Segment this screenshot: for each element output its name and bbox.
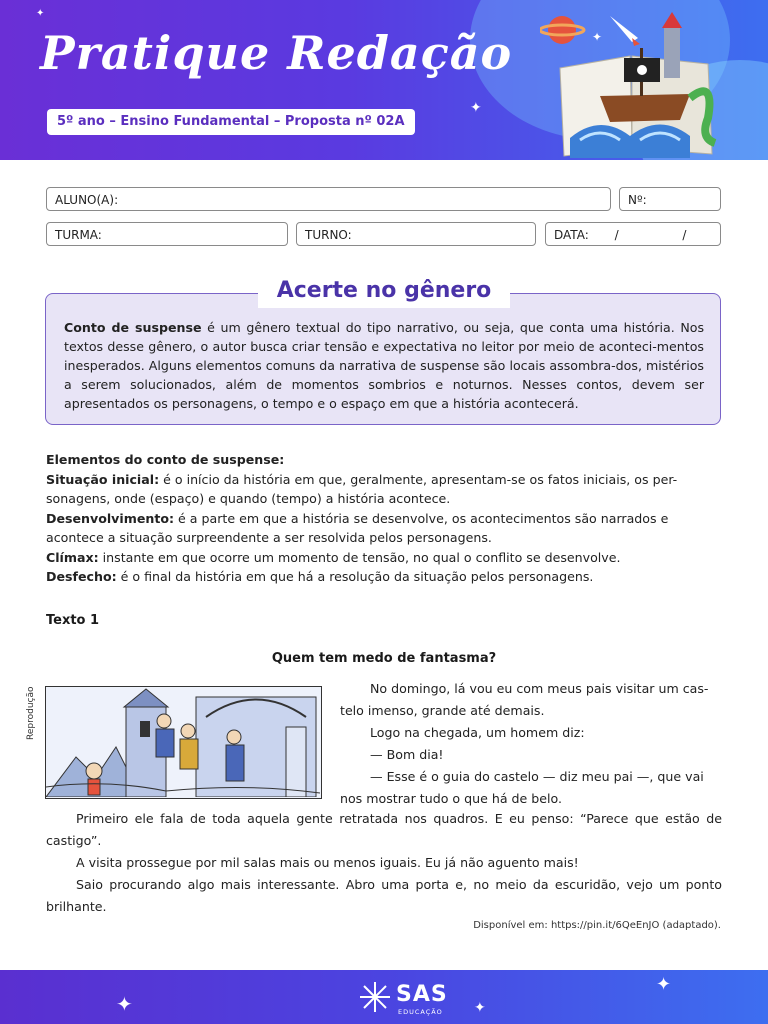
class-field[interactable]	[46, 222, 288, 246]
element-term: Clímax:	[46, 549, 99, 565]
genre-term: Conto de suspense	[64, 320, 202, 335]
element-item	[46, 548, 722, 568]
genre-description	[64, 318, 704, 413]
story-text-right	[340, 678, 721, 810]
brand-logo-text: SAS	[396, 982, 448, 1007]
story-paragraph: Primeiro ele fala de toda aquela gente retratada nos quadros. E eu penso: “Parece que estão de castigo”.	[46, 811, 722, 848]
story-paragraph: A visita prossegue por mil salas mais ou menos iguais. Eu já não aguento mais!	[76, 855, 579, 870]
student-number-field[interactable]	[619, 187, 721, 211]
genre-title: Acerte no gênero	[276, 278, 492, 303]
genre-title-wrap	[258, 274, 510, 308]
story-line: Logo na chegada, um homem diz:	[370, 725, 585, 740]
star-icon: ✦	[470, 100, 482, 116]
element-term: Situação inicial:	[46, 471, 160, 487]
source-citation: Disponível em: https://pin.it/6QeEnJO (adaptado).	[473, 920, 721, 931]
grade-subtitle: 5º ano – Ensino Fundamental – Proposta nº 02A	[47, 109, 415, 135]
element-text: é o final da história em que há a resolução da situação pelos personagens.	[116, 569, 594, 584]
page-title: Pratique Redação	[40, 26, 513, 80]
shift-field[interactable]	[296, 222, 536, 246]
book-illustration-icon	[540, 8, 740, 158]
star-icon: ✦	[36, 8, 45, 19]
story-line: No domingo, lá vou eu com meus pais visitar um cas-	[370, 681, 709, 696]
student-name-field[interactable]	[46, 187, 611, 211]
element-item	[46, 470, 722, 509]
castle-scene-icon	[46, 687, 320, 797]
story-elements	[46, 450, 722, 587]
text-label: Texto 1	[46, 613, 100, 628]
date-label: DATA:	[554, 228, 589, 242]
elements-heading: Elementos do conto de suspense:	[46, 452, 285, 467]
story-line: — Bom dia!	[370, 747, 444, 762]
brand-subtext: EDUCAÇÃO	[398, 1008, 443, 1016]
element-item	[46, 509, 722, 548]
star-icon: ✦	[474, 1000, 486, 1016]
class-label: TURMA:	[55, 228, 102, 242]
story-title: Quem tem medo de fantasma?	[271, 651, 497, 666]
genre-text: é um gênero textual do tipo narrativo, ou seja, que conta uma história. Nos textos desse gênero, o autor busca criar tensão e expectativa no leitor por meio de aconteci-mentos inesperados. Alguns elementos comuns da narrativa de suspense são locais assombra-dos, mistérios a serem solucionados, além de momentos sombrios e noturnos. Nesses contos, devem ser apresentados os personagens, o tempo e o espaço em que a história acontecerá.	[64, 320, 705, 411]
element-term: Desenvolvimento:	[46, 510, 175, 526]
story-line: telo imenso, grande até demais.	[340, 703, 545, 718]
story-line: nos mostrar tudo o que há de belo.	[340, 791, 563, 806]
element-text: é a parte em que a história se desenvolve, os acontecimentos são narrados e acontece a situação surpreendente a ser resolvida pelos personagens.	[46, 510, 669, 545]
story-paragraph: Saio procurando algo mais interessante. Abro uma porta e, no meio da escuridão, vejo um ponto brilhante.	[46, 877, 722, 914]
element-item	[46, 567, 722, 587]
story-text-full	[46, 808, 722, 918]
element-text: é o início da história em que, geralmente, apresentam-se os fatos iniciais, os per-sonagens, onde (espaço) e quando (tempo) a história acontece.	[46, 471, 678, 506]
student-name-label: ALUNO(A):	[55, 193, 119, 207]
shift-label: TURNO:	[305, 228, 352, 242]
sas-logo-icon	[358, 980, 392, 1014]
castle-illustration	[45, 686, 322, 799]
star-icon: ✦	[116, 992, 133, 1016]
story-line: — Esse é o guia do castelo — diz meu pai —, que vai	[370, 769, 704, 784]
element-text: instante em que ocorre um momento de tensão, no qual o conflito se desenvolve.	[98, 549, 621, 565]
footer-banner	[0, 970, 768, 1024]
star-icon: ✦	[592, 30, 603, 44]
image-credit: Reprodução	[26, 686, 36, 740]
date-field[interactable]	[545, 222, 721, 246]
element-term: Desfecho:	[46, 569, 117, 584]
star-icon: ✦	[656, 974, 672, 995]
date-separators: / /	[614, 228, 717, 242]
student-number-label: Nº:	[628, 193, 647, 207]
